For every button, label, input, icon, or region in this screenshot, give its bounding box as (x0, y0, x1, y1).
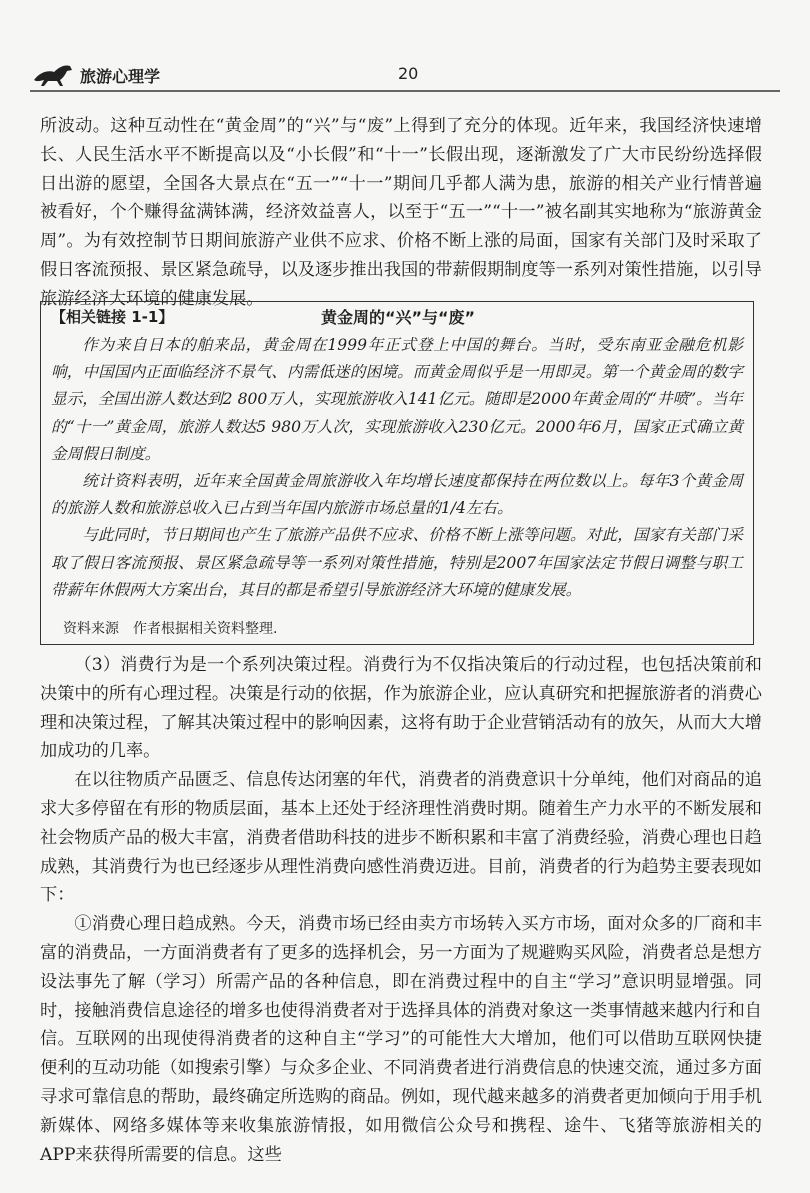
page-number: 20 (398, 64, 419, 83)
main-text (40, 651, 762, 1169)
main-paragraph: （3）消费行为是一个系列决策过程。消费行为不仅指决策后的行动过程，也包括决策前和决策中的所有心理过程。决策是行动的依据，作为旅游企业，应认真研究和把握旅游者的消费心理和决策过程，了解其决策过程中的影响因素，这将有助于企业营销活动有的放矢，从而大大增加成功的几率。 (40, 655, 762, 762)
intro-paragraph: 所波动。这种互动性在“黄金周”的“兴”与“废”上得到了充分的体现。近年来，我国经济快速增长、人民生活水平不断提高以及“小长假”和“十一”长假出现，逐渐激发了广大市民纷纷选择假日出游的愿望，全国各大景点在“五一”“十一”期间几乎都人满为患，旅游的相关产业行情普遍被看好，个个赚得盆满钵满，经济效益喜人，以至于“五一”“十一”被名副其实地称为“旅游黄金周”。为有效控制节日期间旅游产业供不应求、价格不断上涨的局面，国家有关部门及时采取了假日客流预报、景区紧急疏导，以及逐步推出我国的带薪假期制度等一系列对策性措施，以引导旅游经济大环境的健康发展。 (40, 116, 762, 309)
main-paragraph: ①消费心理日趋成熟。今天，消费市场已经由卖方市场转入买方市场，面对众多的厂商和丰富的消费品，一方面消费者有了更多的选择机会，另一方面为了规避购买风险，消费者总是想方设法事先了解（学习）所需产品的各种信息，即在消费过程中的自主“学习”意识明显增强。同时，接触消费信息途径的增多也使得消费者对于选择具体的消费对象这一类事情越来越内行和自信。互联网的出现使得消费者的这种自主“学习”的可能性大大增加，他们可以借助互联网快捷便利的互动功能（如搜索引擎）与众多企业、不同消费者进行消费信息的快速交流，通过多方面寻求可靠信息的帮助，最终确定所选购的商品。例如，现代越来越多的消费者更加倾向于用手机新媒体、网络多媒体等来收集旅游情报，如用微信公众号和携程、途牛、飞猪等旅游相关的APP来获得所需要的信息。这些 (40, 914, 762, 1165)
box-body (51, 332, 743, 604)
box-title: 黄金周的“兴”与“废” (320, 308, 476, 327)
main-paragraph: 在以往物质产品匮乏、信息传达闭塞的年代，消费者的消费意识十分单纯，他们对商品的追求大多停留在有形的物质层面，基本上还处于经济理性消费时期。随着生产力水平的不断发展和社会物质产品的极大丰富，消费者借助科技的进步不断积累和丰富了消费经验，消费心理也日趋成熟，其消费行为也已经逐步从理性消费向感性消费迈进。目前，消费者的行为趋势主要表现如下： (40, 770, 762, 906)
box-paragraph: 统计资料表明，近年来全国黄金周旅游收入年均增长速度都保持在两位数以上。每年3个黄金周的旅游人数和旅游总收入已占到当年国内旅游市场总量的1/4左右。 (51, 472, 743, 518)
page-header (30, 58, 780, 94)
horse-logo-icon (30, 58, 76, 88)
box-paragraph: 作为来自日本的舶来品，黄金周在1999年正式登上中国的舞台。当时，受东南亚金融危机影响，中国国内正面临经济不景气、内需低迷的困境。而黄金周似乎是一用即灵。第一个黄金周的数字显示，全国出游人数达到2 800万人，实现旅游收入141亿元。随即是2000年黄金周的“井喷”。当年的“十一”黄金周，旅游人数达5 980万人次，实现旅游收入230亿元。2000年6月，国家正式确立黄金周假日制度。 (51, 336, 743, 463)
header-divider (30, 90, 780, 92)
box-paragraph: 与此同时，节日期间也产生了旅游产品供不应求、价格不断上涨等问题。对此，国家有关部门采取了假日客流预报、景区紧急疏导等一系列对策性措施，特别是2007年国家法定节假日调整与职工带薪年休假两大方案出台，其目的都是希望引导旅游经济大环境的健康发展。 (51, 526, 743, 599)
box-source: 资料来源 作者根据相关资料整理. (63, 621, 278, 637)
related-link-box (40, 301, 754, 645)
box-label: 【相关链接 1-1】 (51, 308, 174, 326)
book-title: 旅游心理学 (80, 67, 161, 86)
